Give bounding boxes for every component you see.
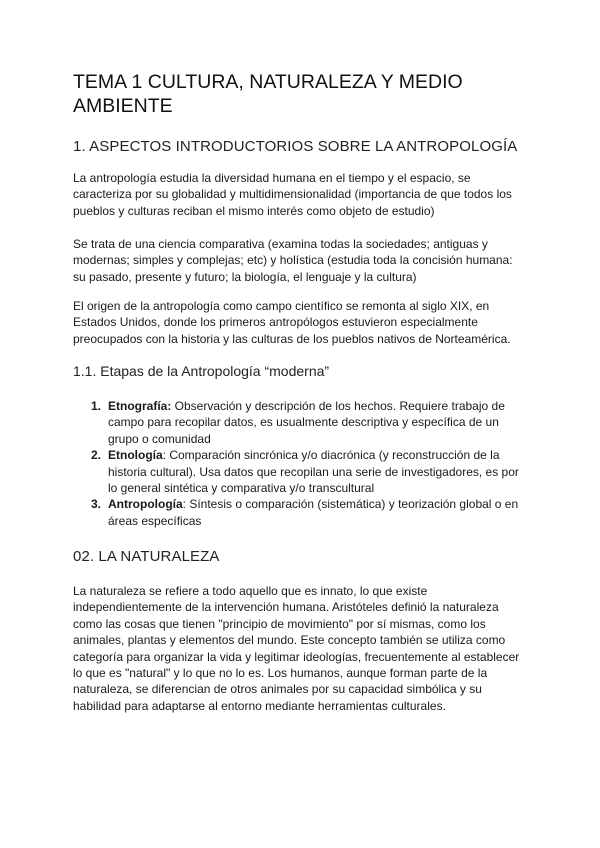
list-item-number: 3. [91, 497, 102, 512]
subsection-1-1-heading: 1.1. Etapas de la Antropología “moderna” [73, 363, 330, 379]
document-title: TEMA 1 CULTURA, NATURALEZA Y MEDIO AMBIENTE [73, 71, 463, 117]
list-item [91, 398, 531, 447]
list-item-term: Etnografía: [108, 399, 172, 413]
section-1-paragraph-3: El origen de la antropología como campo científico se remonta al siglo XIX, en Estados Unidos, donde los primeros antropólogos estuvieron especialmente preocupados con la historia y las culturas de los pueblos nativos de Norteamérica. [73, 299, 511, 346]
section-2-heading: 02. LA NATURALEZA [73, 548, 220, 565]
list-item-number: 2. [91, 448, 102, 463]
list-item-text: Observación y descripción de los hechos. Requiere trabajo de campo para recopilar datos, es usualmente descriptiva y específica de un grupo o comunidad [108, 399, 505, 446]
stages-list [91, 398, 531, 529]
list-item-text: : Síntesis o comparación (sistemática) y teorización global o en áreas específicas [108, 497, 519, 528]
section-2-paragraph-1: La naturaleza se refiere a todo aquello que es innato, lo que existe independientemente de la intervención humana. Aristóteles definió la naturaleza como las cosas que tienen "principio de movimiento" por sí mismas, como los animales, plantas y elementos del mundo. Este concepto también se utiliza como categoría para organizar la vida y legitimar ideologías, frecuentemente al establecer lo que es "natural" y lo que no lo es. Los humanos, aunque forman parte de la naturaleza, se diferencian de otros animales por su capacidad simbólica y su habilidad para adaptarse al entorno mediante herramientas culturales. [73, 584, 520, 713]
list-item-term: Etnología [108, 448, 163, 463]
list-item [91, 447, 531, 496]
list-item-number: 1. [91, 399, 102, 413]
section-1-heading: 1. ASPECTOS INTRODUCTORIOS SOBRE LA ANTROPOLOGÍA [73, 138, 518, 155]
list-item [91, 496, 531, 529]
section-1-paragraph-2: Se trata de una ciencia comparativa (examina todas la sociedades; antiguas y modernas; simples y complejas; etc) y holística (estudia toda la concisión humana: su pasado, presente y futuro; la biología, el lenguaje y la cultura) [73, 237, 513, 284]
list-item-text: : Comparación sincrónica y/o diacrónica (y reconstrucción de la historia cultural). Usa datos que recopilan una serie de investigadores, es por lo general sintética y comparativa y/o transcultural [108, 448, 519, 496]
list-item-term: Antropología [108, 497, 183, 512]
section-1-paragraph-1: La antropología estudia la diversidad humana en el tiempo y el espacio, se caracteriza por su globalidad y multidimensionalidad (importancia de que todos los pueblos y culturas reciban el mismo interés como objeto de estudio) [73, 171, 512, 218]
